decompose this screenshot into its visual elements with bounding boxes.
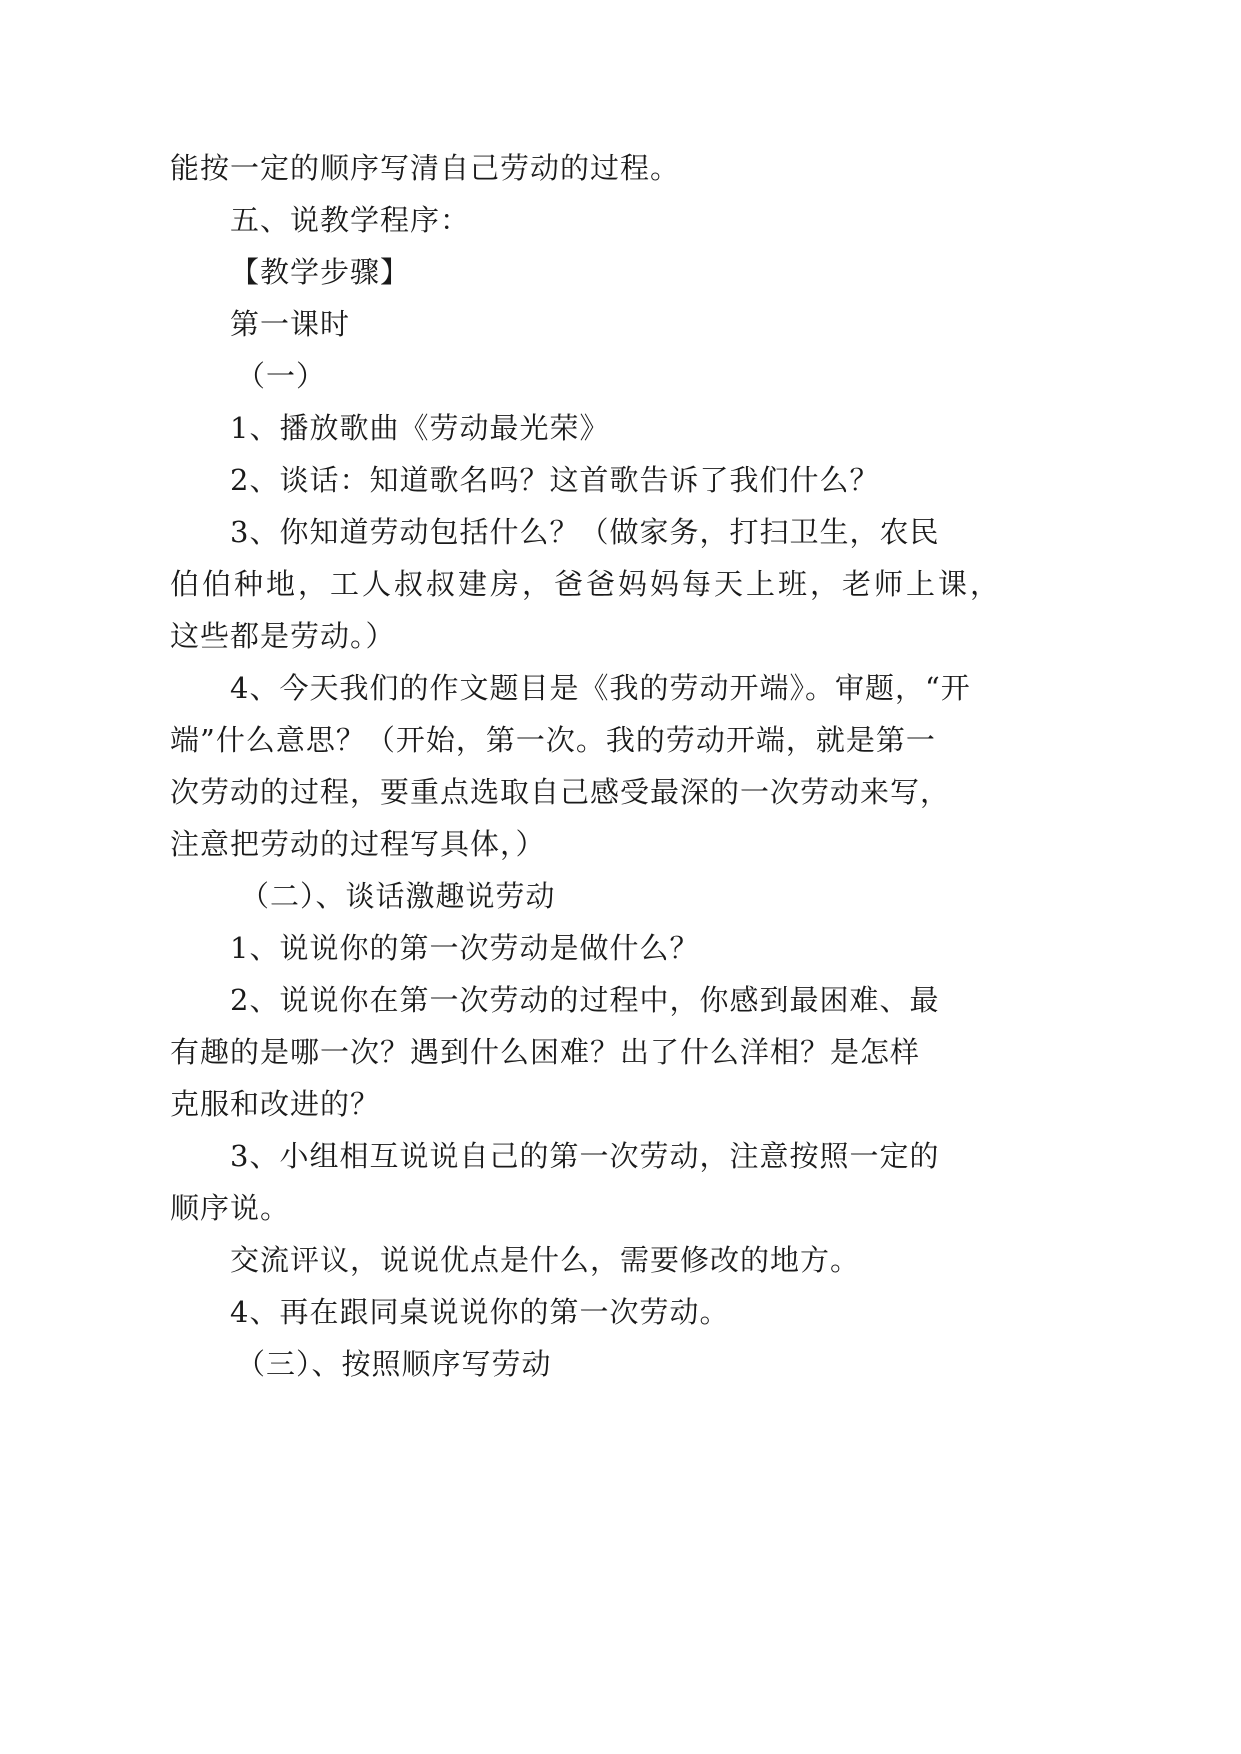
lesson-heading: 第一课时: [230, 307, 351, 341]
paragraph-line: 4、再在跟同桌说说你的第一次劳动。: [230, 1295, 730, 1329]
paragraph-line: 1、播放歌曲《劳动最光荣》: [230, 411, 610, 445]
paragraph-line: 1、说说你的第一次劳动是做什么？: [230, 931, 700, 965]
paragraph-line: 3、你知道劳动包括什么？（做家务，打扫卫生，农民: [230, 515, 940, 549]
paragraph-line: 3、小组相互说说自己的第一次劳动，注意按照一定的: [230, 1139, 940, 1173]
paragraph-line: 4、今天我们的作文题目是《我的劳动开端》。审题，“开: [230, 671, 971, 705]
paragraph-line: 次劳动的过程，要重点选取自己感受最深的一次劳动来写，: [170, 775, 951, 809]
paragraph-line: 有趣的是哪一次？遇到什么困难？出了什么洋相？是怎样: [170, 1035, 921, 1069]
subsection-heading: 【教学步骤】: [230, 255, 411, 289]
paragraph-line: 交流评议，说说优点是什么，需要修改的地方。: [230, 1243, 861, 1277]
paragraph-line: 能按一定的顺序写清自己劳动的过程。: [170, 151, 681, 185]
part-heading: （二）、谈话激趣说劳动: [240, 879, 556, 913]
paragraph-line: 这些都是劳动。）: [170, 619, 396, 653]
part-heading: （三）、按照顺序写劳动: [236, 1347, 552, 1381]
paragraph-line: 2、说说你在第一次劳动的过程中，你感到最困难、最: [230, 983, 940, 1017]
paragraph-line: 2、谈话：知道歌名吗？这首歌告诉了我们什么？: [230, 463, 880, 497]
paragraph-line: 端”什么意思？（开始，第一次。我的劳动开端，就是第一: [170, 723, 936, 757]
paragraph-line: 克服和改进的？: [170, 1087, 381, 1121]
paragraph-line: 伯伯种地，工人叔叔建房，爸爸妈妈每天上班，老师上课，: [170, 567, 1003, 601]
paragraph-line: 注意把劳动的过程写具体，）: [170, 827, 546, 861]
part-heading: （一）: [236, 359, 327, 393]
paragraph-line: 顺序说。: [170, 1191, 291, 1225]
section-heading: 五、说教学程序：: [230, 203, 471, 237]
